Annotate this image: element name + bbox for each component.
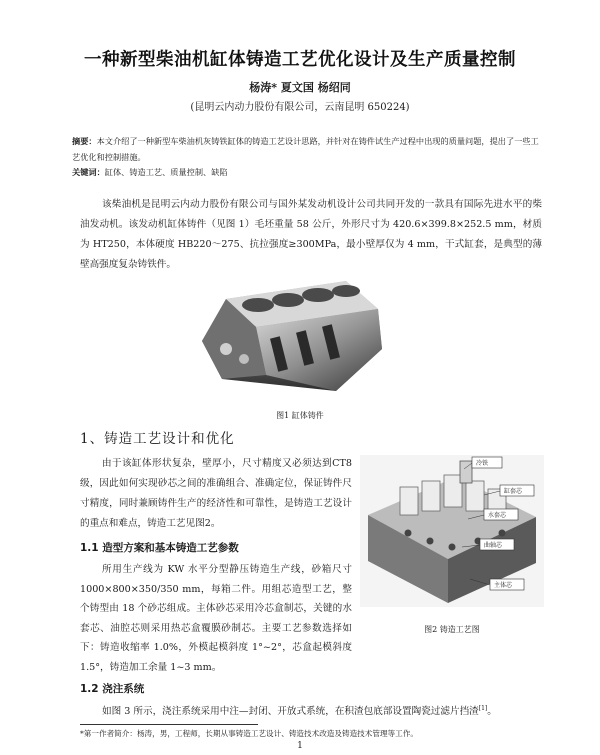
abstract-label: 摘要： bbox=[72, 136, 97, 146]
fig2-label-water-jacket-core: 水套芯 bbox=[488, 512, 507, 519]
section12-paragraph bbox=[80, 700, 542, 721]
section1-heading: 1、铸造工艺设计和优化 bbox=[80, 431, 235, 447]
fig2-label-crank-core: 曲轴芯 bbox=[484, 542, 503, 549]
section11-paragraph: 所用生产线为 KW 水平分型静压铸造生产线，砂箱尺寸 1000×800×350/350 mm，每箱二件。用组芯造型工艺，整个铸型由 18 个砂芯组成。主体砂芯采用冷芯盒制芯，关键的水套芯、油腔芯则采用热芯盒覆膜砂制芯。主要工艺参数选择如下：铸造收缩率 1.0%，外模起模斜度 1°~2°，芯盒起模斜度 1.5°，铸造加工余量 1~3 mm。 bbox=[80, 564, 352, 673]
section1-paragraph: 由于该缸体形状复杂，壁厚小，尺寸精度又必须达到CT8 级，因此如何实现砂芯之间的准确组合、准确定位，保证铸件尺寸精度，同时兼顾铸件生产的经济性和可靠性，是铸造工艺设计的重点和难点，铸造工艺见图2。 bbox=[80, 458, 352, 529]
fig2-label-main-core: 主体芯 bbox=[494, 582, 513, 589]
keywords-text: 缸体、铸造工艺、质量控制、缺陷 bbox=[104, 167, 228, 177]
figure2-casting-process-diagram bbox=[360, 455, 544, 607]
section12-text: 如图 3 所示，浇注系统采用中注—封闭、开放式系统，在积渣包底部设置陶瓷过滤片挡渣 bbox=[102, 706, 479, 718]
section12-heading: 1.2 浇注系统 bbox=[80, 683, 145, 695]
figure1-engine-block-image bbox=[196, 279, 396, 399]
affiliation: (昆明云内动力股份有限公司，云南昆明 650224) bbox=[190, 102, 410, 113]
fig2-label-liner-core: 缸套芯 bbox=[504, 488, 523, 495]
keywords-label: 关键词： bbox=[72, 167, 105, 177]
keywords bbox=[72, 166, 544, 178]
footnote: *第一作者简介：杨涛，男，工程师，长期从事铸造工艺设计、铸造技术改造及铸造技术管理等工作。 bbox=[80, 729, 418, 738]
paper-title: 一种新型柴油机缸体铸造工艺优化设计及生产质量控制 bbox=[84, 50, 516, 70]
figure1-caption: 图1 缸体铸件 bbox=[276, 411, 324, 420]
authors: 杨涛* 夏文国 杨绍同 bbox=[249, 81, 351, 94]
citation-ref: [1] bbox=[478, 705, 488, 712]
section11-heading: 1.1 造型方案和基本铸造工艺参数 bbox=[80, 542, 239, 554]
abstract bbox=[72, 133, 544, 165]
page-number: 1 bbox=[297, 741, 303, 751]
abstract-text: 本文介绍了一种新型车柴油机灰铸铁缸体的铸造工艺设计思路，并针对在铸件试生产过程中出现的质量问题，提出了一些工艺优化和控制措施。 bbox=[72, 136, 539, 162]
figure2-caption: 图2 铸造工艺图 bbox=[424, 625, 480, 634]
intro-paragraph: 该柴油机是昆明云内动力股份有限公司与国外某发动机设计公司共同开发的一款具有国际先进水平的柴油发动机。该发动机缸体铸件（见图 1）毛坯重量 58 公斤，外形尺寸为 420.6×399.8×252.5 mm，材质为 HT250，本体硬度 HB220～275、抗拉强度≥300MPa，最小壁厚仅为 4 mm，干式缸套，是典型的薄壁高强度复杂铸铁件。 bbox=[80, 199, 542, 270]
section12-end: 。 bbox=[487, 706, 497, 718]
footnote-divider bbox=[80, 724, 258, 725]
fig2-label-chill: 冷铁 bbox=[476, 460, 489, 467]
